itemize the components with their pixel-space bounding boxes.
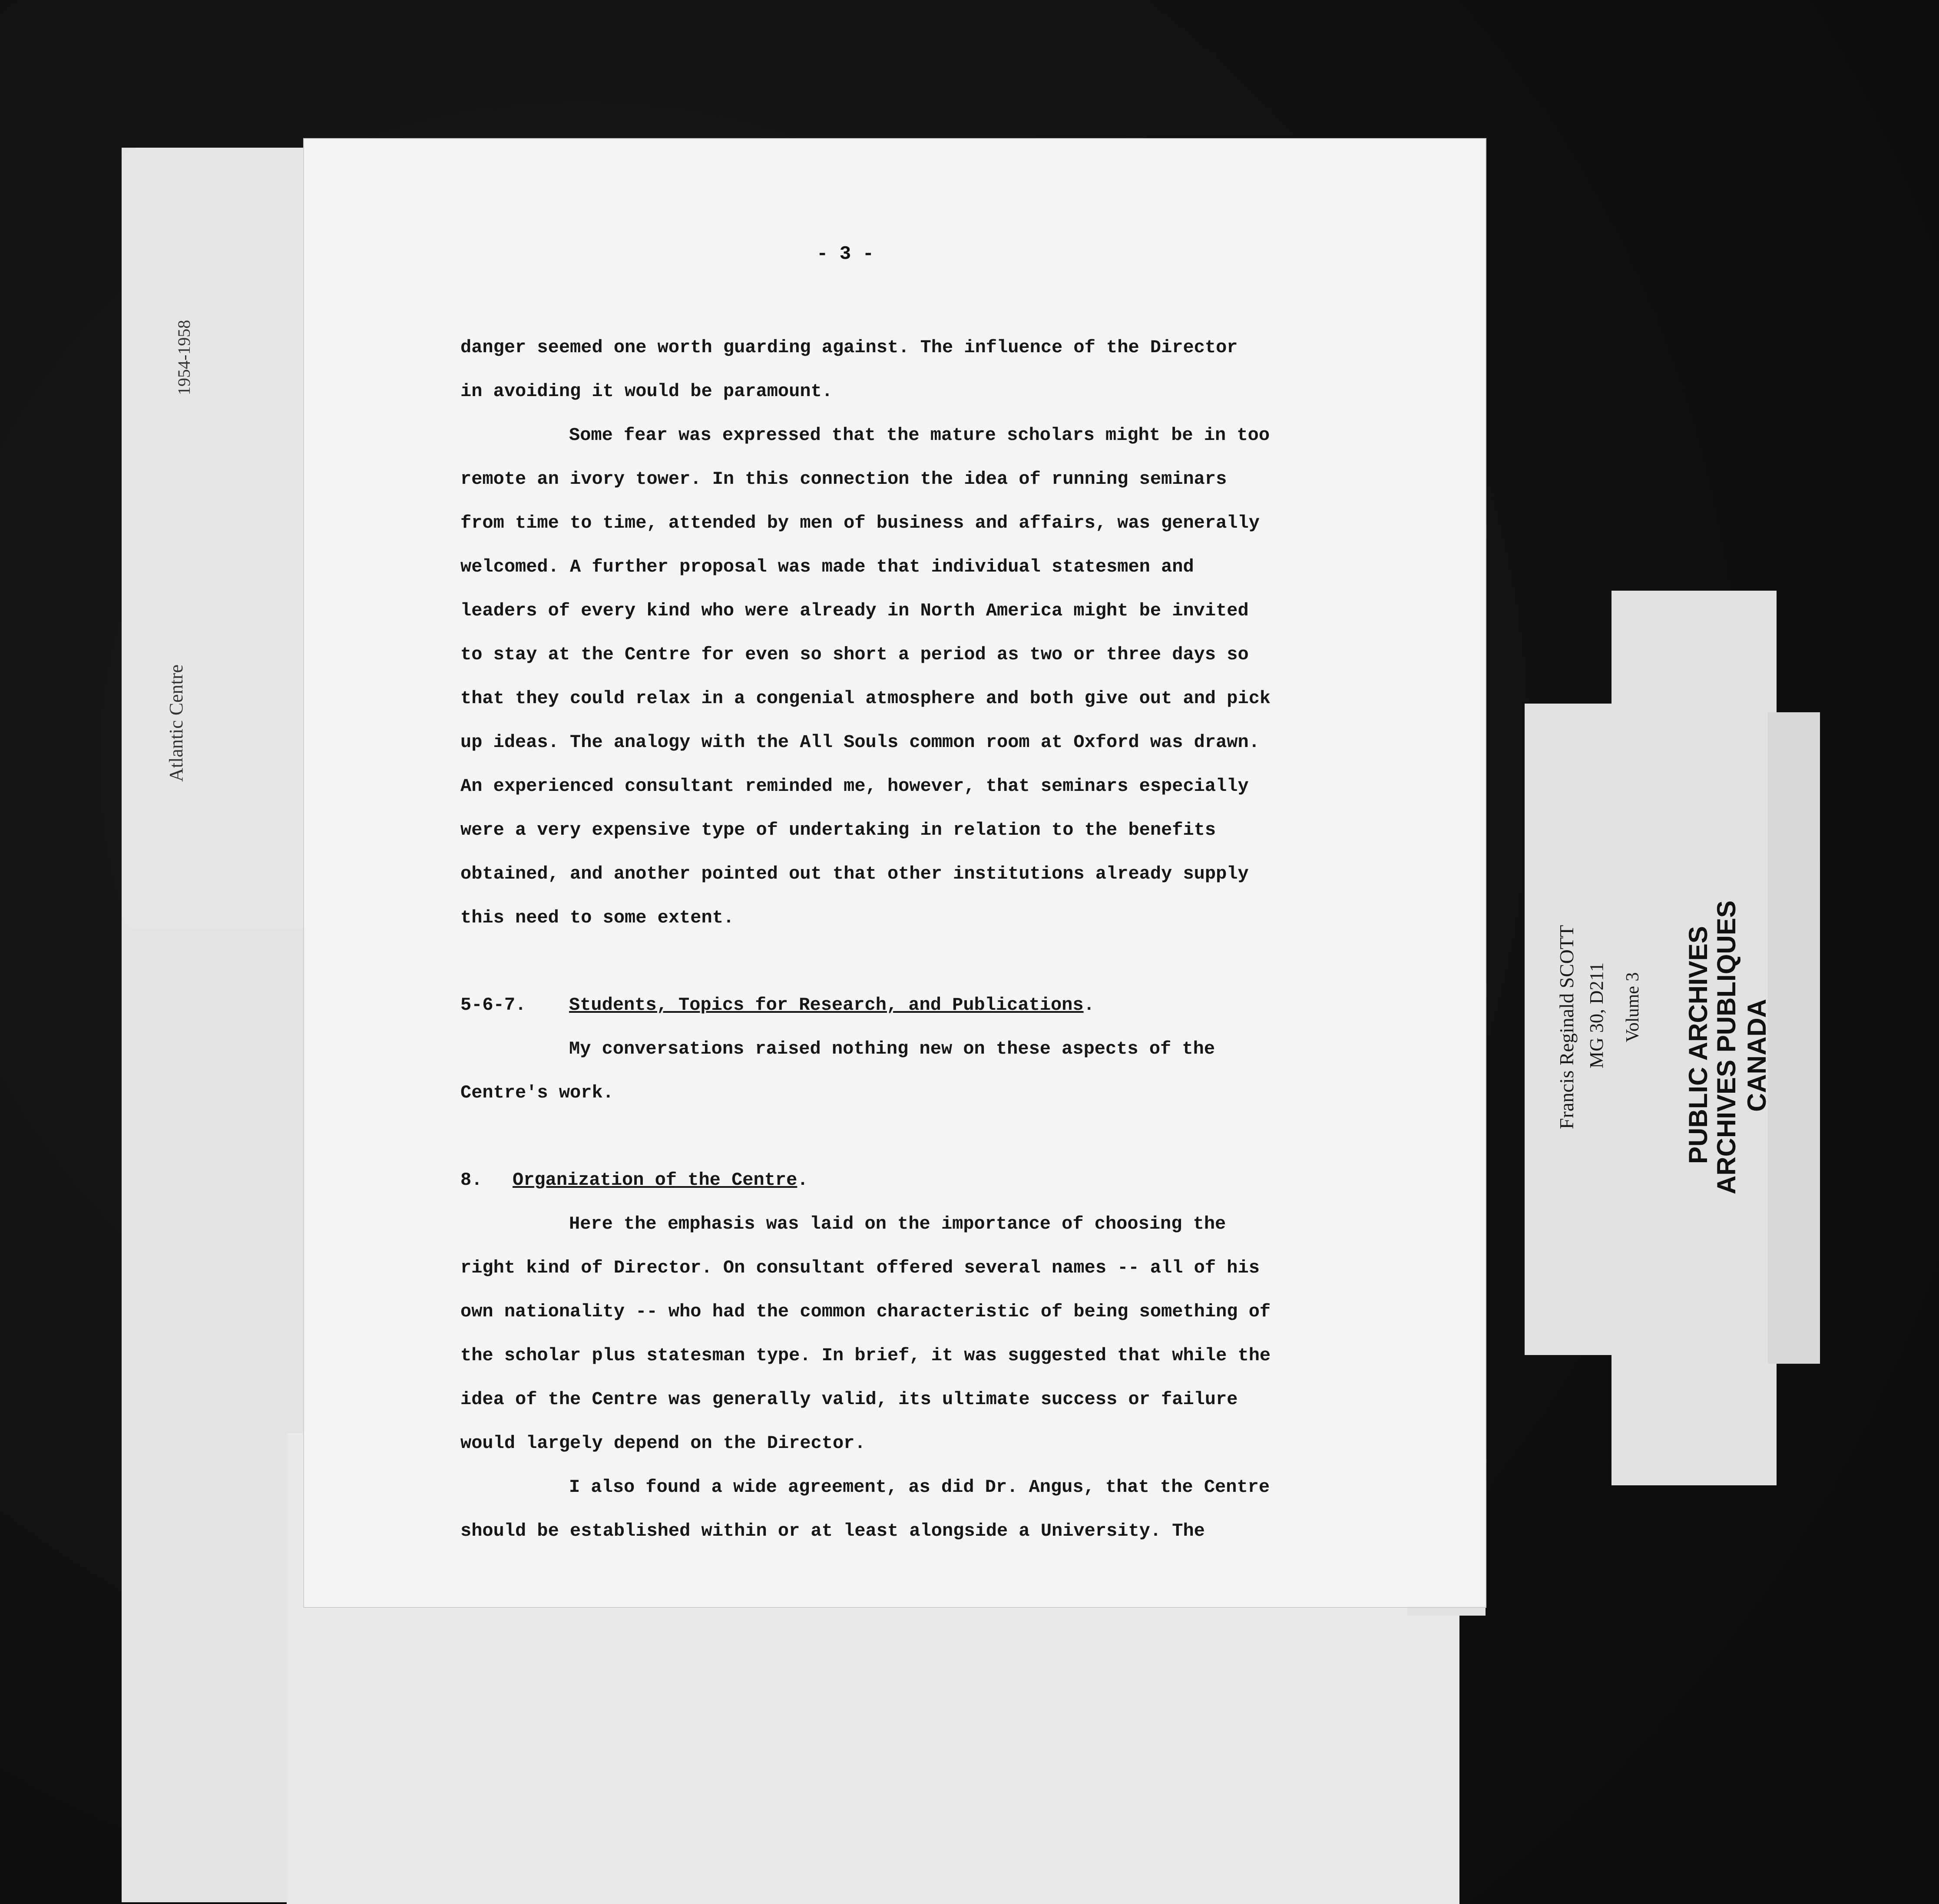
archive-label-reference: MG 30, D211 — [1586, 962, 1607, 1068]
text-line: right kind of Director. On consultant offered several names -- all of his — [460, 1257, 1260, 1278]
text-line: remote an ivory tower. In this connection the idea of running seminars — [460, 469, 1227, 489]
section-title-end: . — [797, 1170, 808, 1190]
text-line: leaders of every kind who were already in North America might be invited — [460, 600, 1249, 621]
text-line: that they could relax in a congenial atmosphere and both give out and pick — [460, 688, 1271, 709]
section-number: 8. — [460, 1170, 483, 1190]
text-line: from time to time, attended by men of business and affairs, was generally — [460, 512, 1260, 533]
archive-stamp-line2: ARCHIVES PUBLIQUES — [1712, 900, 1741, 1194]
section-number: 5-6-7. — [460, 995, 526, 1015]
text-line: An experienced consultant reminded me, however, that seminars especially — [460, 776, 1249, 797]
archive-label-name: Francis Reginald SCOTT — [1555, 925, 1578, 1129]
text-line: Here the emphasis was laid on the importance of choosing the — [569, 1213, 1226, 1234]
text-line: My conversations raised nothing new on these aspects of the — [569, 1038, 1215, 1059]
archive-stamp-line1: PUBLIC ARCHIVES — [1684, 926, 1713, 1164]
folder-tab-years: 1954-1958 — [174, 320, 194, 395]
section-title-end: . — [1083, 995, 1095, 1015]
text-line: own nationality -- who had the common characteristic of being something of — [460, 1301, 1271, 1322]
folder-tab — [122, 148, 304, 929]
text-line: in avoiding it would be paramount. — [460, 381, 833, 402]
text-line: should be established within or at least alongside a University. The — [460, 1521, 1205, 1541]
text-line: the scholar plus statesman type. In brief, it was suggested that while the — [460, 1345, 1271, 1366]
archive-card-edge — [1768, 712, 1820, 1364]
section-title: Students, Topics for Research, and Publications — [569, 995, 1084, 1015]
page-number: - 3 - — [817, 243, 874, 265]
text-line: obtained, and another pointed out that other institutions already supply — [460, 863, 1249, 884]
text-line: danger seemed one worth guarding against. The influence of the Director — [460, 337, 1238, 358]
folder-tab-title: Atlantic Centre — [165, 664, 187, 782]
text-line: would largely depend on the Director. — [460, 1433, 866, 1454]
text-line: Some fear was expressed that the mature scholars might be in too — [569, 425, 1270, 446]
archive-stamp-line3: CANADA — [1742, 999, 1771, 1112]
text-line: were a very expensive type of undertaking in relation to the benefits — [460, 820, 1216, 840]
archive-label-volume: Volume 3 — [1623, 972, 1643, 1042]
text-line: idea of the Centre was generally valid, its ultimate success or failure — [460, 1389, 1238, 1410]
text-line: this need to some extent. — [460, 907, 735, 928]
section-title: Organization of the Centre — [513, 1170, 797, 1190]
document-body — [460, 326, 1329, 1553]
text-line: welcomed. A further proposal was made that individual statesmen and — [460, 556, 1194, 577]
text-line: up ideas. The analogy with the All Souls common room at Oxford was drawn. — [460, 732, 1260, 753]
text-line: Centre's work. — [460, 1082, 614, 1103]
section-heading-8 — [460, 1158, 1329, 1202]
text-line: to stay at the Centre for even so short a period as two or three days so — [460, 644, 1249, 665]
section-heading-5-6-7 — [460, 983, 1329, 1027]
text-line: I also found a wide agreement, as did Dr. Angus, that the Centre — [569, 1477, 1270, 1497]
